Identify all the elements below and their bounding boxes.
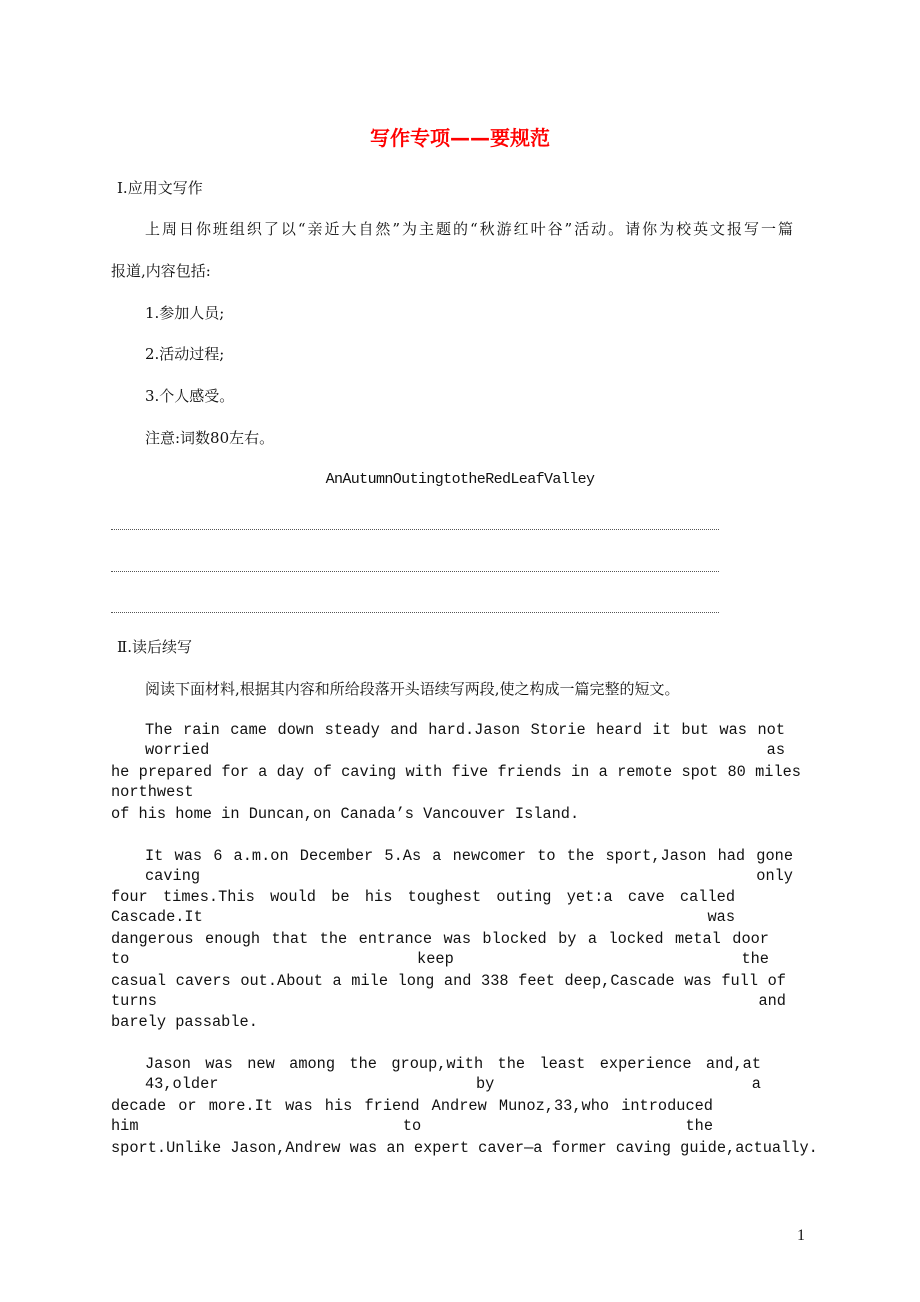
point-item: 3.个人感受。 [145,387,235,405]
passage-line: decade or more.It was his friend Andrew Munoz,33,who introduced him to the [111,1097,713,1135]
passage-line: Jason was new among the group,with the least experience and,at 43,older by a [145,1055,761,1093]
document-title: 写作专项——要规范 [370,126,550,150]
answer-line [111,571,719,572]
prompt-line: 上周日你班组织了以“亲近大自然”为主题的“秋游红叶谷”活动。请你为校英文报写一篇 [145,220,793,238]
instruction: 阅读下面材料,根据其内容和所给段落开头语续写两段,使之构成一篇完整的短文。 [145,680,680,698]
section1-heading: Ⅰ.应用文写作 [117,179,203,197]
answer-line [111,529,719,530]
passage-line: dangerous enough that the entrance was blocked by a locked metal door to keep the [111,930,769,968]
point-item: 1.参加人员; [145,304,225,322]
passage-line: It was 6 a.m.on December 5.As a newcomer to the sport,Jason had gone caving only [145,847,793,885]
page-number: 1 [797,1227,805,1244]
prompt-line: 报道,内容包括: [111,262,211,280]
passage-line: sport.Unlike Jason,Andrew was an expert caver—a former caving guide,actually. [111,1139,818,1157]
passage-line: of his home in Duncan,on Canada’s Vancouver Island. [111,805,580,823]
passage-line: The rain came down steady and hard.Jason Storie heard it but was not worried as [145,721,785,759]
essay-title: AnAutumnOutingtotheRedLeafValley [325,471,595,488]
passage-line: four times.This would be his toughest outing yet:a cave called Cascade.It was [111,888,735,926]
point-item: 2.活动过程; [145,345,225,363]
note: 注意:词数80左右。 [145,429,275,447]
passage-line: casual cavers out.About a mile long and 338 feet deep,Cascade was full of turns and [111,972,786,1010]
passage-line: he prepared for a day of caving with five friends in a remote spot 80 miles northwest [111,763,801,801]
section2-heading: Ⅱ.读后续写 [117,638,192,656]
passage-line: barely passable. [111,1013,258,1031]
answer-line [111,612,719,613]
